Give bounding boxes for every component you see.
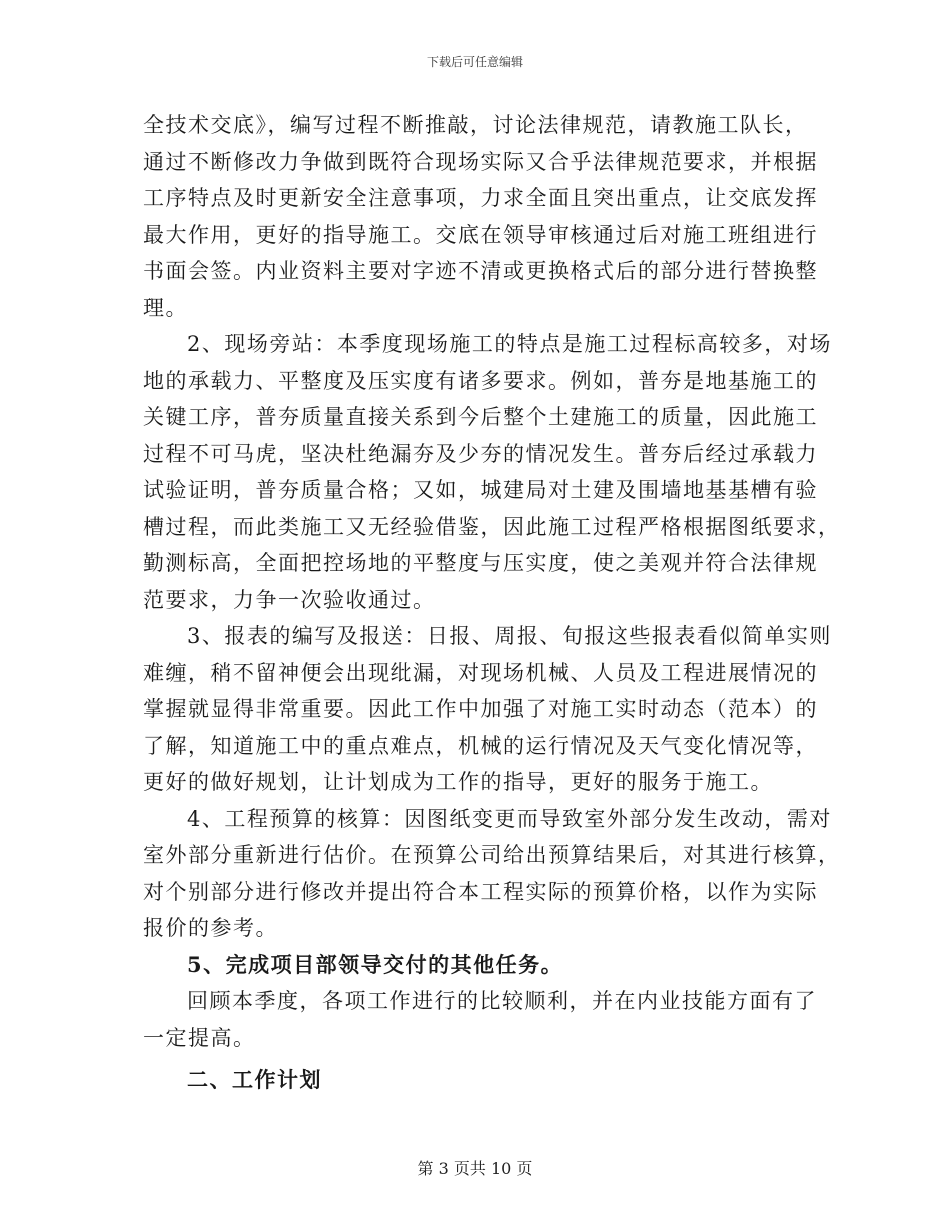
paragraph-review (143, 983, 817, 1056)
text-line: 勤测标高，全面把控场地的平整度与压实度，使之美观并符合法律规 (143, 551, 818, 575)
text-line: 通过不断修改力争做到既符合现场实际又合乎法律规范要求，并根据 (143, 149, 818, 174)
heading-text: 二、工作计划 (187, 1067, 322, 1092)
text-line: 掌握就显得非常重要。因此工作中加强了对施工实时动态（范本）的 (143, 697, 818, 721)
paragraph-item-4 (143, 801, 841, 947)
text-line: 槽过程，而此类施工又无经验借鉴，因此施工过程严格根据图纸要求， (143, 514, 841, 539)
text-line: 4、工程预算的核算：因图纸变更而导致室外部分发生改动，需对 (187, 806, 832, 831)
text-line: 试验证明，普夯质量合格；又如，城建局对土建及围墙地基基槽有验 (143, 478, 818, 502)
text-line: 室外部分重新进行估价。在预算公司给出预算结果后，对其进行核算， (143, 843, 841, 867)
text-line: 了解，知道施工中的重点难点，机械的运行情况及天气变化情况等， (143, 733, 818, 758)
text-line: 回顾本季度，各项工作进行的比较顺利，并在内业技能方面有了 (187, 989, 817, 1013)
page-header: 下载后可任意编辑 (426, 55, 523, 69)
text-line: 难缠，稍不留神便会出现纰漏，对现场机械、人员及工程进展情况的 (143, 660, 818, 685)
paragraph-item-5 (143, 947, 813, 984)
text-line: 全技术交底》，编写过程不断推敲，讨论法律规范，请教施工队长， (143, 113, 808, 137)
text-line: 一定提高。 (143, 1025, 256, 1050)
text-line: 最大作用，更好的指导施工。交底在领导审核通过后对施工班组进行 (143, 222, 818, 247)
section-heading (143, 1062, 813, 1099)
text-line: 2、现场旁站：本季度现场施工的特点是施工过程标高较多，对场 (187, 332, 832, 356)
paragraph-item-2 (143, 326, 841, 618)
text-line: 地的承载力、平整度及压实度有诸多要求。例如，普夯是地基施工的 (143, 368, 818, 393)
text-line: 过程不可马虎，坚决杜绝漏夯及少夯的情况发生。普夯后经过承载力 (143, 441, 818, 466)
text-line: 关键工序，普夯质量直接关系到今后整个土建施工的质量，因此施工 (143, 405, 818, 429)
text-line: 理。 (143, 295, 188, 320)
bold-text-line: 5、完成项目部领导交付的其他任务。 (187, 951, 564, 977)
text-line: 工序特点及时更新安全注意事项，力求全面且突出重点，让交底发挥 (143, 186, 818, 210)
paragraph-item-3 (143, 618, 832, 801)
text-line: 3、报表的编写及报送：日报、周报、旬报这些报表看似简单实则 (187, 624, 832, 648)
paragraph-1 (143, 107, 818, 326)
text-line: 对个别部分进行修改并提出符合本工程实际的预算价格，以作为实际 (143, 879, 818, 904)
text-line: 报价的参考。 (143, 916, 278, 940)
document-body (143, 107, 841, 1099)
text-line: 书面会签。内业资料主要对字迹不清或更换格式后的部分进行替换整 (143, 259, 818, 283)
text-line: 范要求，力争一次验收通过。 (143, 587, 436, 612)
page-footer: 第 3 页共 10 页 (417, 1159, 533, 1178)
text-line: 更好的做好规划，让计划成为工作的指导，更好的服务于施工。 (143, 770, 773, 794)
